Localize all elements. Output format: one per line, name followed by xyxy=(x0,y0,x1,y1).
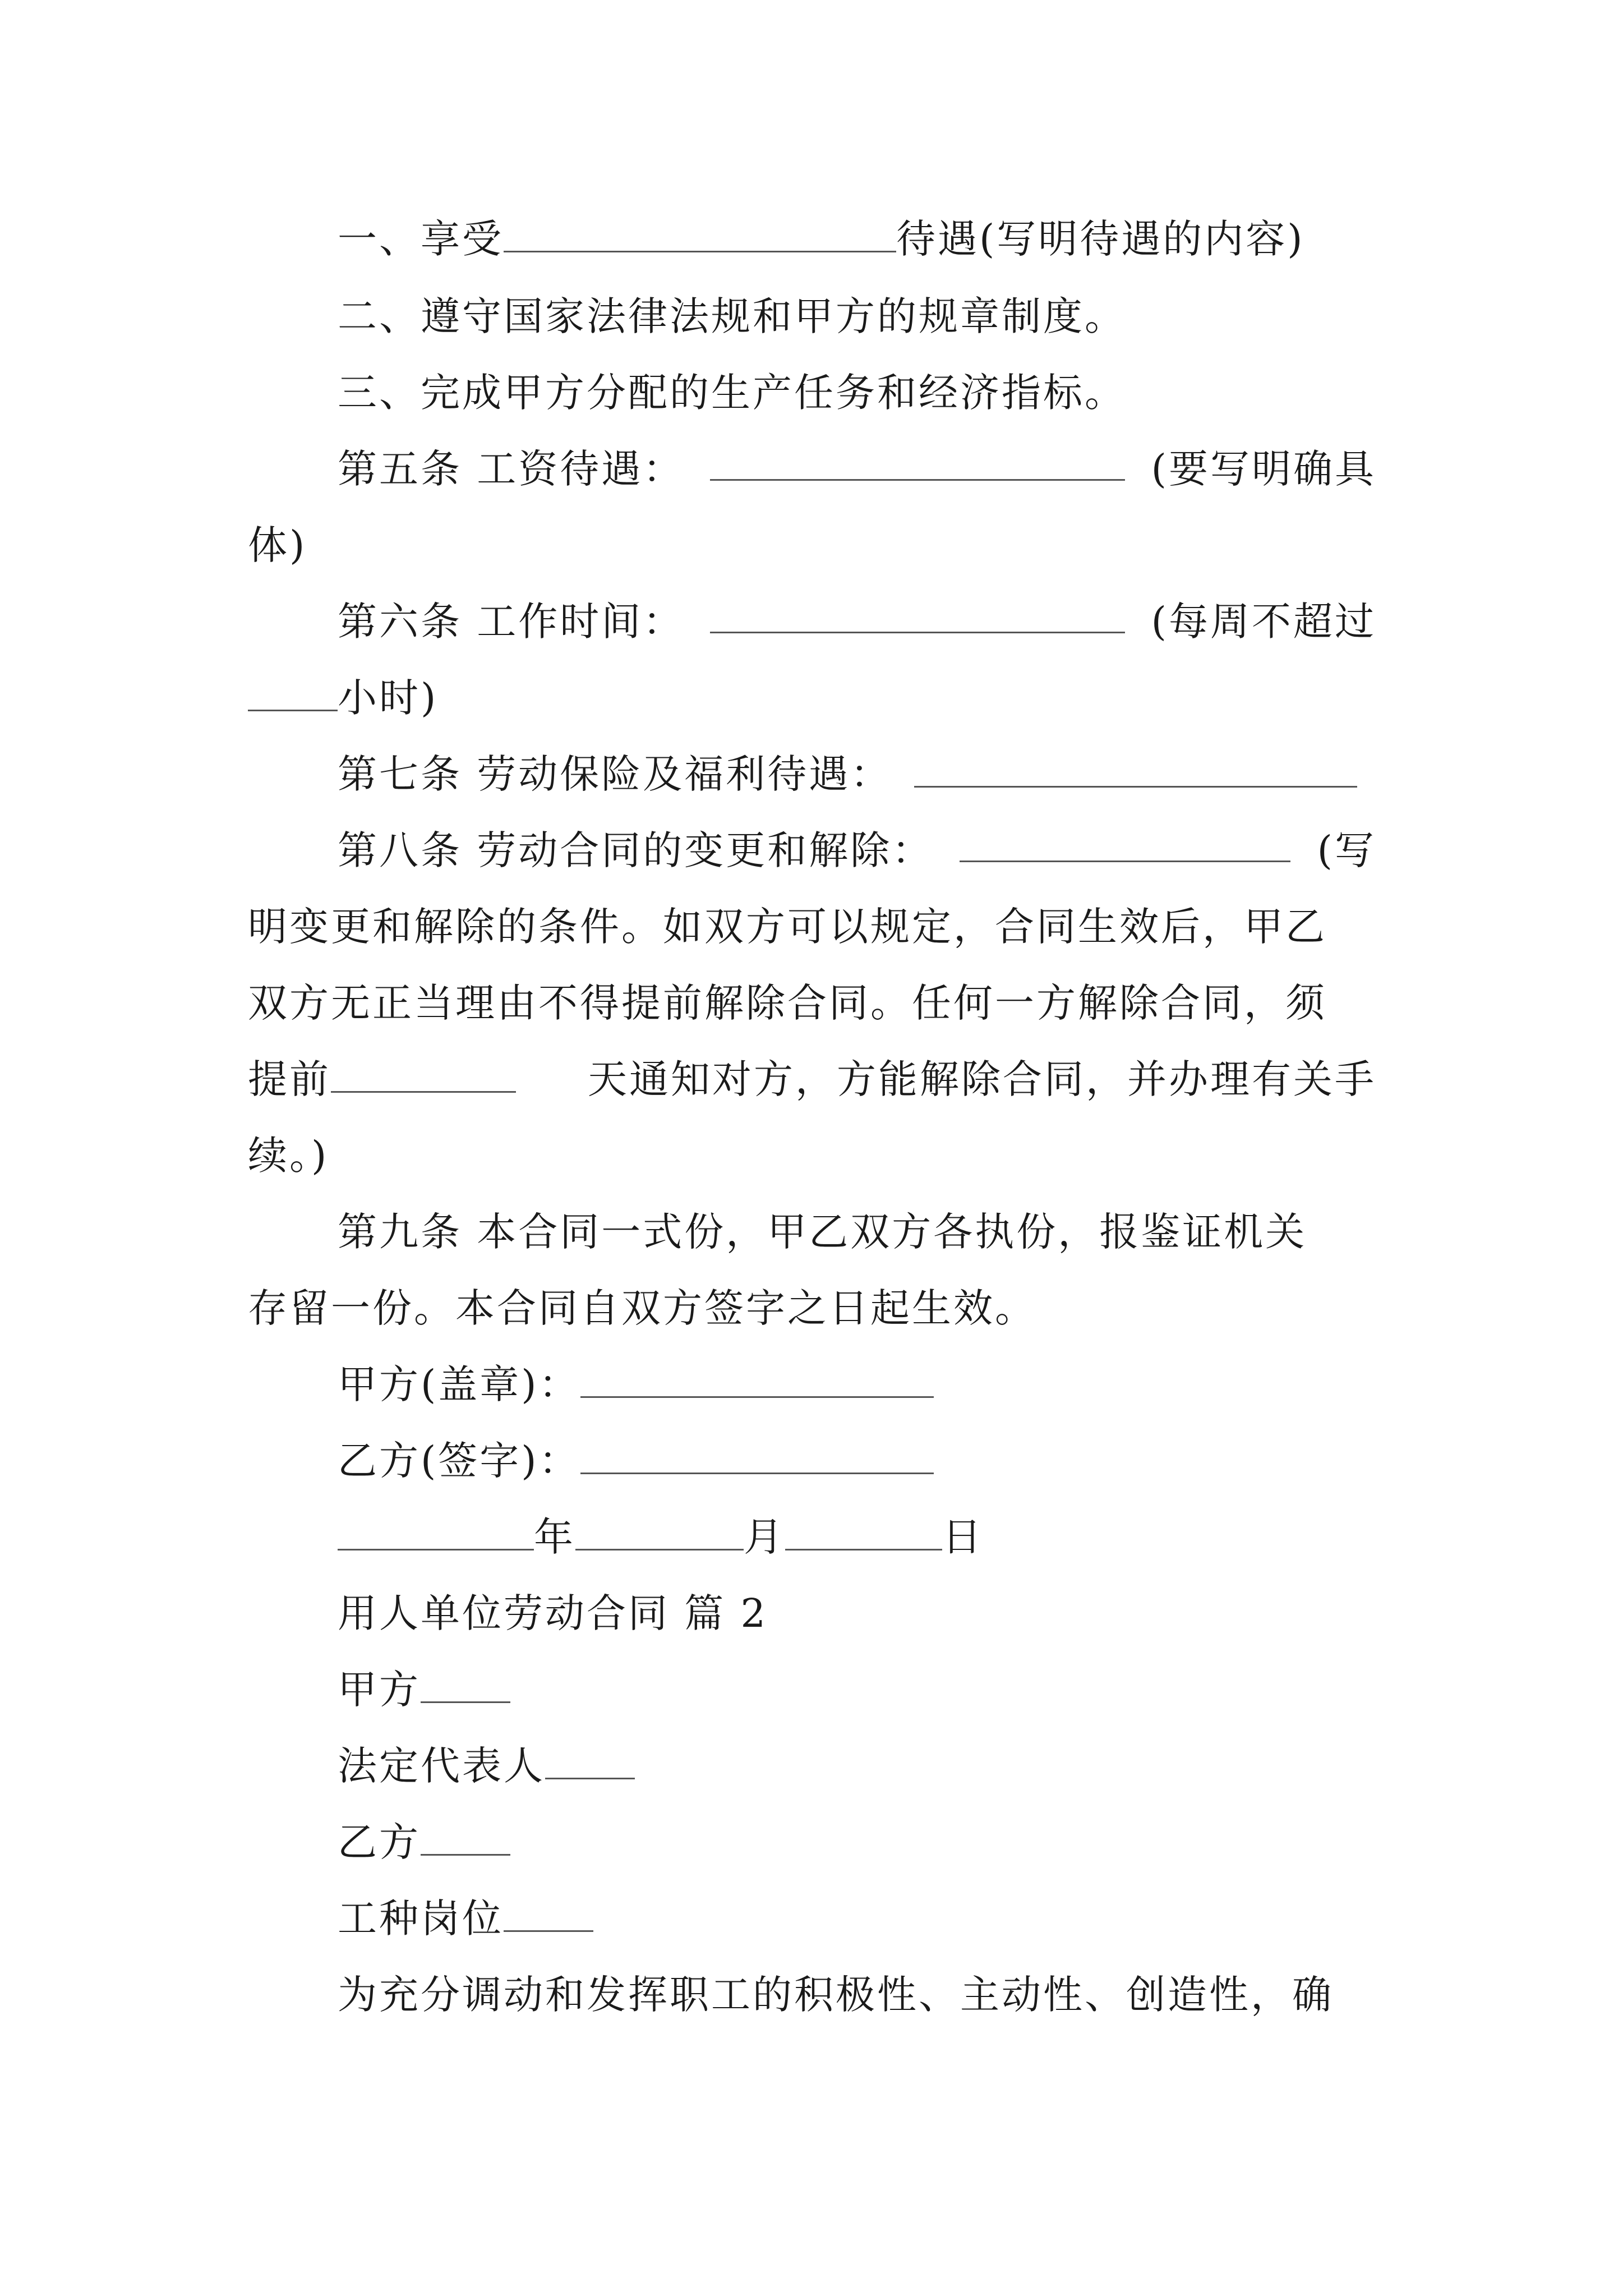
article-8-text-4a: 提前 xyxy=(248,1056,331,1102)
article-9-line-2 xyxy=(248,1286,1623,1331)
party-b-field[interactable] xyxy=(421,1821,510,1856)
legal-rep-field[interactable] xyxy=(545,1745,635,1779)
article-8-text-5: 续。) xyxy=(248,1133,329,1179)
day-label: 日 xyxy=(942,1514,984,1560)
fill-blank[interactable] xyxy=(710,447,1125,481)
fill-blank[interactable] xyxy=(331,1059,516,1093)
clause-1-suffix: 待遇(写明待遇的内容) xyxy=(896,216,1305,262)
party-b-signature-field[interactable] xyxy=(580,1440,934,1474)
article-8-line xyxy=(338,828,1376,873)
fill-blank[interactable] xyxy=(914,753,1357,788)
contract-2-title: 用人单位劳动合同 篇 2 xyxy=(338,1590,768,1636)
party-b-signature-label: 乙方(签字)： xyxy=(338,1438,580,1484)
article-6-continuation xyxy=(248,675,1623,720)
article-8-text-4b: 天通知对方，方能解除合同，并办理有关手 xyxy=(588,1056,1376,1102)
article-7-line xyxy=(338,752,1623,797)
article-5-note-end: 体) xyxy=(248,522,307,568)
party-b-line xyxy=(338,1820,1623,1865)
job-post-label: 工种岗位 xyxy=(338,1895,504,1941)
date-line xyxy=(338,1515,1623,1559)
fill-blank[interactable] xyxy=(504,218,896,252)
day-field[interactable] xyxy=(785,1516,942,1550)
clause-3-text: 三、完成甲方分配的生产任务和经济指标。 xyxy=(338,370,1126,416)
party-a-field[interactable] xyxy=(421,1669,510,1703)
article-5-continuation xyxy=(248,523,1623,568)
month-field[interactable] xyxy=(575,1516,744,1550)
article-8-line-2 xyxy=(248,904,1623,949)
article-8-text-3: 双方无正当理由不得提前解除合同。任何一方解除合同，须 xyxy=(248,980,1327,1026)
job-post-line xyxy=(338,1896,1623,1941)
preamble-text: 为充分调动和发挥职工的积极性、主动性、创造性，确 xyxy=(338,1972,1334,2018)
article-8-text-2: 明变更和解除的条件。如双方可以规定，合同生效后，甲乙 xyxy=(248,904,1327,950)
fill-blank[interactable] xyxy=(960,828,1290,862)
month-label: 月 xyxy=(744,1514,785,1560)
legal-rep-label: 法定代表人 xyxy=(338,1743,545,1789)
fill-blank[interactable] xyxy=(710,599,1125,633)
article-7-label: 第七条 劳动保险及福利待遇： xyxy=(338,751,892,797)
article-9-text-2: 存留一份。本合同自双方签字之日起生效。 xyxy=(248,1285,1036,1331)
legal-rep-line xyxy=(338,1743,1623,1788)
preamble-line xyxy=(338,1972,1623,2017)
fill-blank[interactable] xyxy=(248,677,338,711)
party-b-signature-line xyxy=(338,1438,1623,1483)
party-a-line xyxy=(338,1667,1623,1712)
article-8-line-5 xyxy=(248,1133,1623,1178)
article-6-note: (每周不超过 xyxy=(1151,599,1376,645)
clause-2-line xyxy=(338,294,1623,339)
party-a-seal-line xyxy=(338,1362,1623,1407)
party-b-label: 乙方 xyxy=(338,1819,421,1865)
article-8-note-start: (写 xyxy=(1317,827,1376,873)
party-a-label: 甲方 xyxy=(338,1667,421,1713)
clause-1-prefix: 一、享受 xyxy=(338,216,504,262)
article-6-line xyxy=(338,599,1376,644)
article-8-line-3 xyxy=(248,981,1623,1025)
article-9-text: 第九条 本合同一式份，甲乙双方各执份，报鉴证机关 xyxy=(338,1209,1307,1255)
year-label: 年 xyxy=(534,1514,575,1560)
section-title xyxy=(338,1591,1623,1636)
year-field[interactable] xyxy=(338,1516,534,1550)
article-9-line xyxy=(338,1209,1623,1254)
article-5-label: 第五条 工资待遇： xyxy=(338,446,685,492)
clause-1-line xyxy=(338,217,1623,261)
article-8-line-4 xyxy=(248,1057,1376,1102)
article-6-label: 第六条 工作时间： xyxy=(338,599,685,645)
party-a-seal-label: 甲方(盖章)： xyxy=(338,1361,580,1407)
job-post-field[interactable] xyxy=(504,1898,593,1932)
article-8-label: 第八条 劳动合同的变更和解除： xyxy=(338,827,934,873)
article-5-line xyxy=(338,447,1376,491)
article-6-note-end: 小时) xyxy=(338,675,439,721)
article-5-note: (要写明确具 xyxy=(1151,446,1376,492)
clause-3-line xyxy=(338,370,1623,415)
party-a-seal-field[interactable] xyxy=(580,1364,934,1398)
clause-2-text: 二、遵守国家法律法规和甲方的规章制度。 xyxy=(338,293,1126,339)
